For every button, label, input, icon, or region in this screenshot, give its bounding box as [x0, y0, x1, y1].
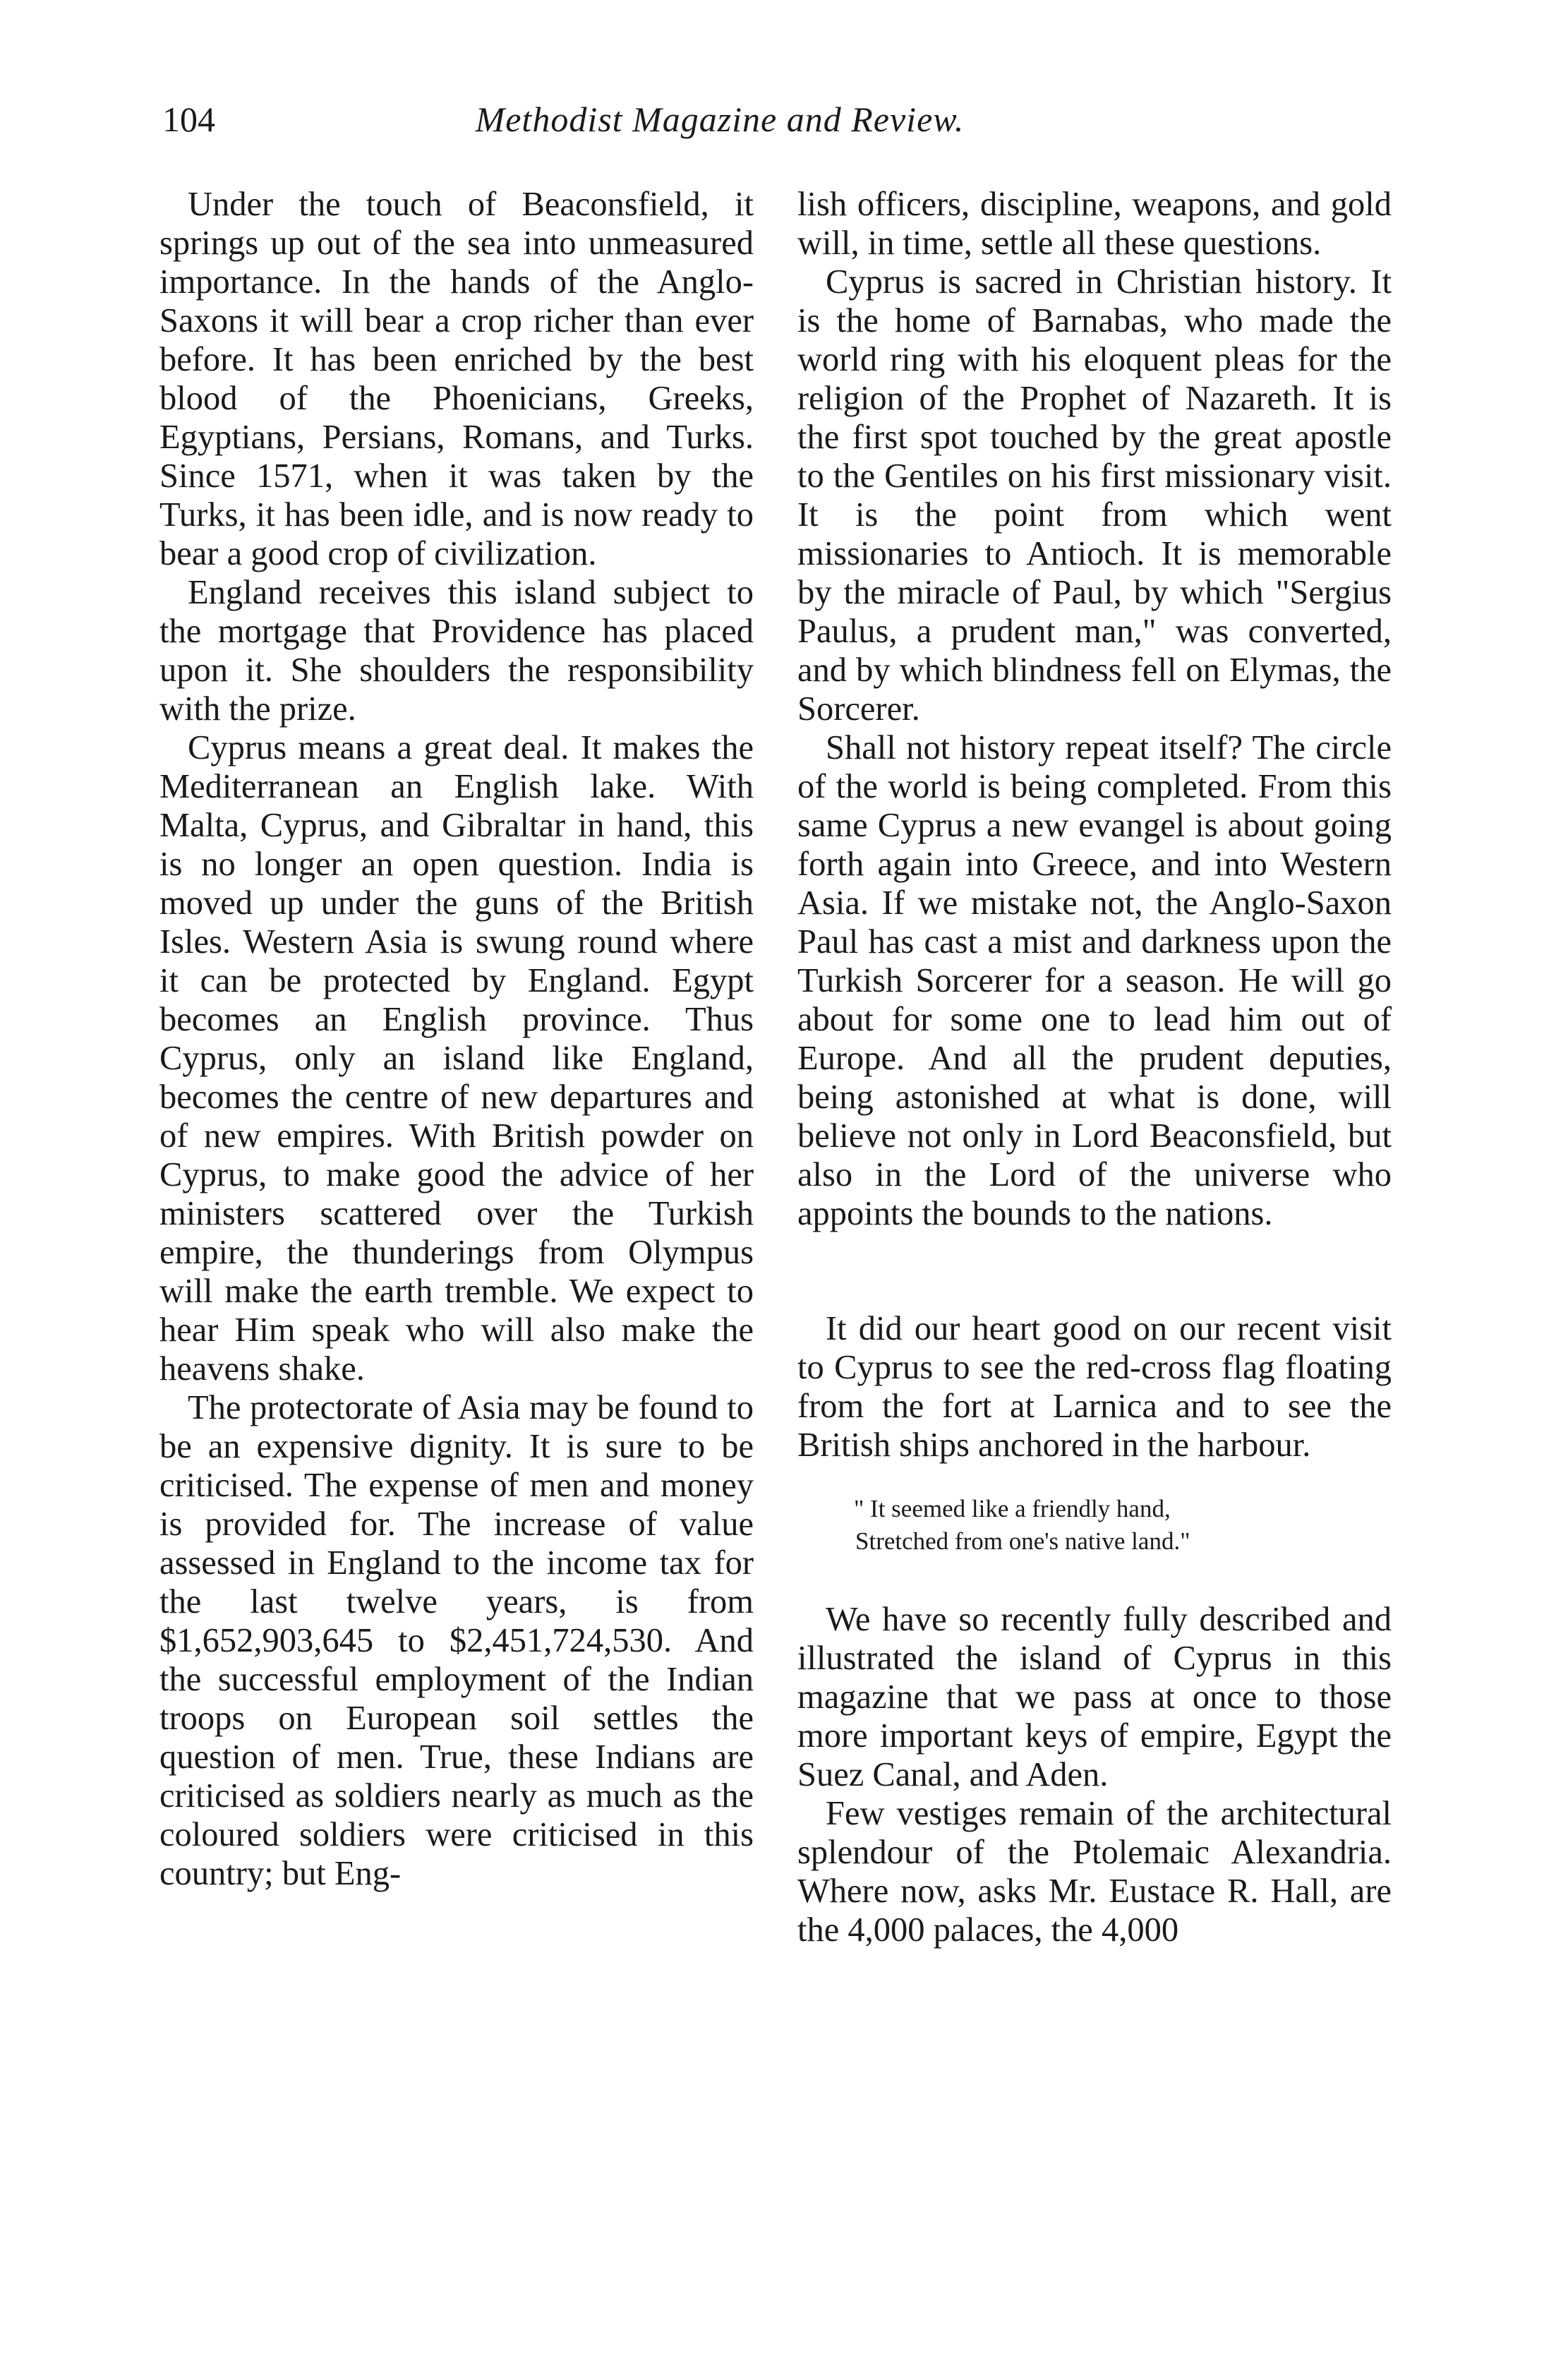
right-column	[797, 185, 1392, 1949]
paragraph: England receives this island subject to the mortgage that Providence has placed upon it. She shoulders the responsibility with the prize.	[159, 574, 754, 728]
paragraph: Few vestiges remain of the architectural splendour of the Ptolemaic Alexandria. Where now, asks Mr. Eustace R. Hall, are the 4,000 palaces, the 4,000	[797, 1795, 1392, 1949]
paragraph: It did our heart good on our recent visit to Cyprus to see the red-cross flag floating from the fort at Larnica and to see the British ships anchored in the harbour.	[797, 1310, 1392, 1464]
page-header	[162, 99, 1277, 148]
quote-line: Stretched from one's native land."	[855, 1527, 1190, 1555]
paragraph: The protectorate of Asia may be found to be an expensive dignity. It is sure to be criticised. The expense of men and money is provided for. The increase of value assessed in England to the income tax for the last twelve years, is from $1,652,903,645 to $2,451,724,530. And the successful employment of the Indian troops on European soil settles the question of men. True, these Indians are criticised as soldiers nearly as much as the coloured soldiers were criticised in this country; but Eng-	[159, 1389, 754, 1892]
running-title: Methodist Magazine and Review.	[475, 100, 965, 139]
paragraph: Cyprus is sacred in Christian history. It is the home of Barnabas, who made the world ring with his eloquent pleas for the religion of the Prophet of Nazareth. It is the first spot touched by the great apostle to the Gentiles on his first missionary visit. It is the point from which went missionaries to Antioch. It is memorable by the miracle of Paul, by which "Sergius Paulus, a prudent man," was converted, and by which blindness fell on Elymas, the Sorcerer.	[797, 263, 1392, 728]
section-break	[797, 1233, 1392, 1309]
left-column	[159, 185, 754, 1893]
paragraph-continuation: lish officers, discipline, weapons, and gold will, in time, settle all these questions.	[797, 186, 1392, 262]
page-number: 104	[162, 100, 215, 139]
paragraph: Shall not history repeat itself? The circle of the world is being completed. From this same Cyprus a new evangel is about going forth again into Greece, and into Western Asia. If we mistake not, the Anglo-Saxon Paul has cast a mist and darkness upon the Turkish Sorcerer for a season. He will go about for some one to lead him out of Europe. And all the prudent deputies, being astonished at what is done, will believe not only in Lord Beaconsfield, but also in the Lord of the universe who appoints the bounds to the nations.	[797, 729, 1392, 1232]
verse-quote	[854, 1493, 1392, 1558]
paragraph: We have so recently fully described and illustrated the island of Cyprus in this magazine that we pass at once to those more important keys of empire, Egypt the Suez Canal, and Aden.	[797, 1601, 1392, 1793]
paragraph: Under the touch of Beaconsfield, it springs up out of the sea into unmeasured importance. In the hands of the Anglo-Saxons it will bear a crop richer than ever before. It has been enriched by the best blood of the Phoenicians, Greeks, Egyptians, Persians, Romans, and Turks. Since 1571, when it was taken by the Turks, it has been idle, and is now ready to bear a good crop of civilization.	[159, 186, 754, 572]
paragraph: Cyprus means a great deal. It makes the Mediterranean an English lake. With Malta, Cyprus, and Gibraltar in hand, this is no longer an open question. India is moved up under the guns of the British Isles. Western Asia is swung round where it can be protected by England. Egypt becomes an English province. Thus Cyprus, only an island like England, becomes the centre of new departures and of new empires. With British powder on Cyprus, to make good the advice of her ministers scattered over the Turkish empire, the thunderings from Olympus will make the earth tremble. We expect to hear Him speak who will also make the heavens shake.	[159, 729, 754, 1388]
quote-line: " It seemed like a friendly hand,	[854, 1495, 1171, 1522]
